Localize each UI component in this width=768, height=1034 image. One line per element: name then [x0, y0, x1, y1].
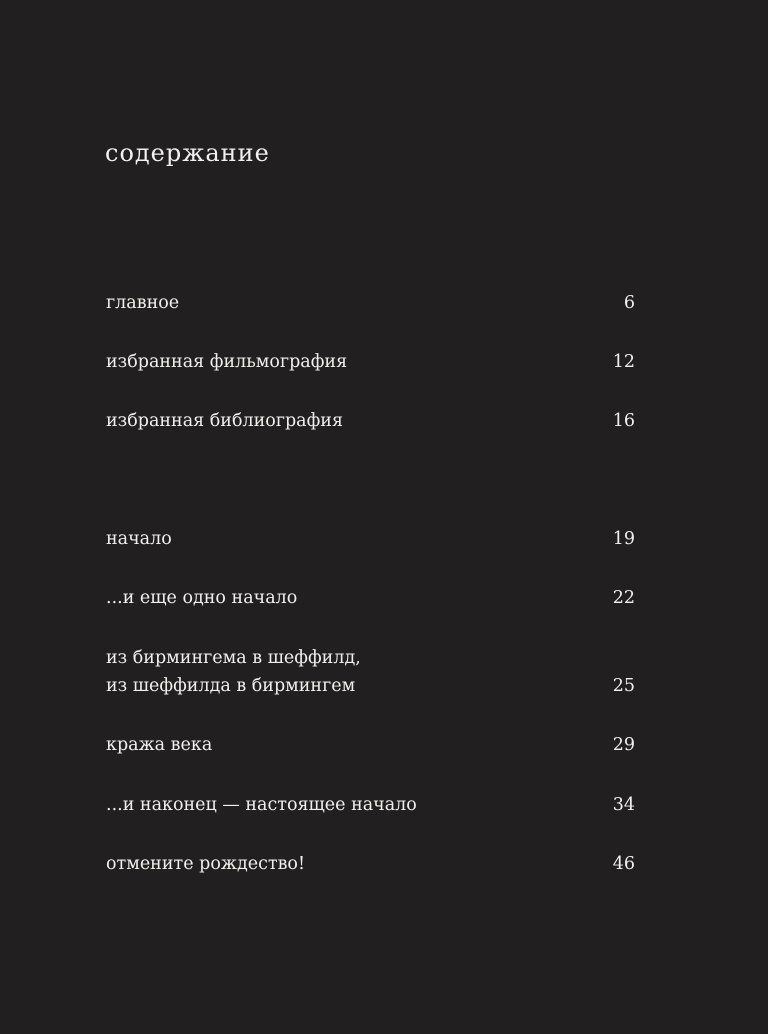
toc-entry[interactable]	[106, 289, 635, 317]
toc-entry-page: 34	[612, 795, 635, 815]
toc-entry[interactable]	[106, 407, 635, 435]
toc-title: содержание	[105, 139, 270, 167]
toc-entry-page: 46	[612, 854, 635, 874]
toc-entry-label: отмените рождество!	[106, 854, 305, 874]
toc-entry[interactable]	[106, 348, 635, 376]
toc-entry-label: кража века	[106, 735, 213, 755]
toc-entry[interactable]	[106, 644, 635, 700]
toc-entry-page: 6	[623, 293, 635, 313]
toc-entry-page: 12	[612, 352, 635, 372]
toc-entry[interactable]	[106, 791, 635, 819]
toc-entry-page: 19	[612, 529, 635, 549]
toc-entry-label: главное	[106, 293, 180, 313]
toc-entry-label: начало	[106, 529, 172, 549]
toc-entry-label: ...и еще одно начало	[106, 588, 298, 608]
toc-entry[interactable]	[106, 850, 635, 878]
toc-entry-page: 25	[612, 676, 635, 696]
toc-entry-label: ...и наконец — настоящее начало	[106, 795, 417, 815]
toc-entry-label: избранная библиография	[106, 411, 344, 431]
toc-entry-page: 16	[612, 411, 635, 431]
toc-entry[interactable]	[106, 731, 635, 759]
toc-entry[interactable]	[106, 525, 635, 553]
toc-entry[interactable]	[106, 584, 635, 612]
toc-entry-label: из бирмингема в шеффилд, из шеффилда в бирмингем	[106, 648, 361, 696]
toc-entry-label: избранная фильмография	[106, 352, 348, 372]
toc-entry-page: 22	[612, 588, 635, 608]
toc-entry-page: 29	[612, 735, 635, 755]
